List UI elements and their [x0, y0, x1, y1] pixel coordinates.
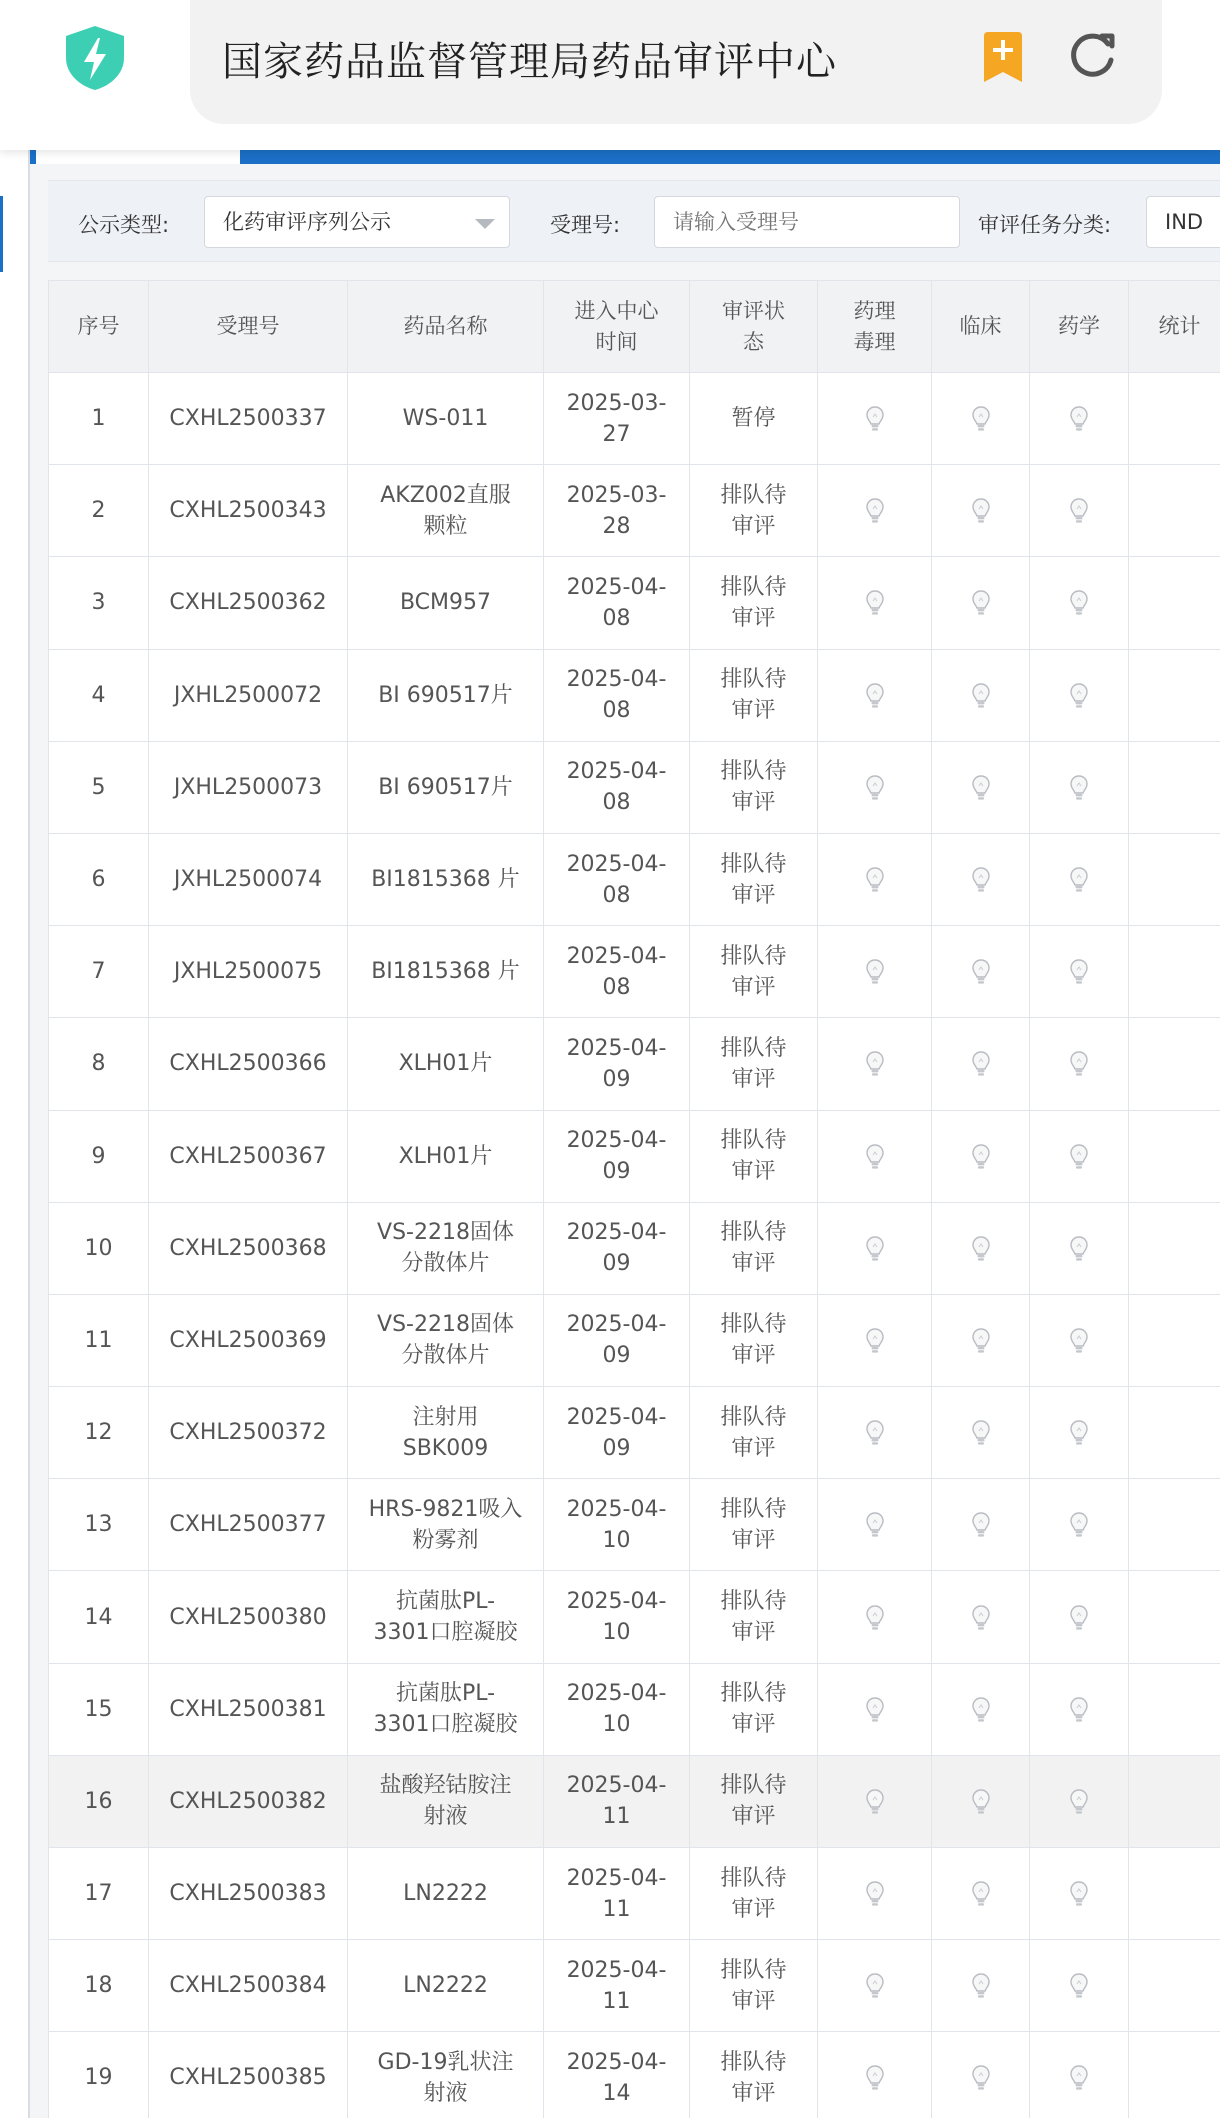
- clinical-cell: [932, 741, 1030, 833]
- review-queue-table-container[interactable]: [48, 280, 1220, 2118]
- drug-name-cell: 盐酸羟钴胺注 射液: [348, 1755, 544, 1847]
- lightbulb-icon[interactable]: [971, 1973, 991, 1998]
- statistics-cell: [1129, 1663, 1220, 1755]
- lightbulb-icon[interactable]: [865, 1144, 885, 1169]
- pharmacology-toxicology-cell: [818, 1571, 932, 1663]
- review-status-cell: 排队待 审评: [690, 1018, 818, 1110]
- column-header: 进入中心 时间: [544, 281, 690, 373]
- acceptance-number-cell: CXHL2500337: [149, 373, 348, 465]
- drug-name-cell: 注射用 SBK009: [348, 1387, 544, 1479]
- review-status-cell: 排队待 审评: [690, 1387, 818, 1479]
- acceptance-number-cell: CXHL2500372: [149, 1387, 348, 1479]
- review-status-cell: 排队待 审评: [690, 833, 818, 925]
- entry-date-cell: 2025-04- 09: [544, 1294, 690, 1386]
- entry-date-cell: 2025-04- 09: [544, 1018, 690, 1110]
- review-status-cell: 排队待 审评: [690, 465, 818, 557]
- lightbulb-icon[interactable]: [1069, 1420, 1089, 1445]
- entry-date-cell: 2025-04- 08: [544, 649, 690, 741]
- lightbulb-icon[interactable]: [971, 1697, 991, 1722]
- lightbulb-icon[interactable]: [865, 867, 885, 892]
- clinical-cell: [932, 1018, 1030, 1110]
- column-header: 统计: [1129, 281, 1220, 373]
- row-number-cell: 2: [49, 465, 149, 557]
- statistics-cell: [1129, 2032, 1220, 2118]
- statistics-cell: [1129, 1018, 1220, 1110]
- review-status-cell: 排队待 审评: [690, 1571, 818, 1663]
- acceptance-number-cell: CXHL2500368: [149, 1202, 348, 1294]
- row-number-cell: 14: [49, 1571, 149, 1663]
- clinical-cell: [932, 1110, 1030, 1202]
- lightbulb-icon[interactable]: [971, 1420, 991, 1445]
- lightbulb-icon[interactable]: [865, 775, 885, 800]
- lightbulb-icon[interactable]: [1069, 1973, 1089, 1998]
- lightbulb-icon[interactable]: [1069, 1051, 1089, 1076]
- table-row[interactable]: [49, 1848, 1220, 1940]
- publicity-type-select[interactable]: [204, 196, 510, 248]
- acceptance-number-cell: CXHL2500377: [149, 1479, 348, 1571]
- pharmacology-toxicology-cell: [818, 1940, 932, 2032]
- statistics-cell: [1129, 1755, 1220, 1847]
- column-header: 审评状 态: [690, 281, 818, 373]
- clinical-cell: [932, 833, 1030, 925]
- review-status-cell: 排队待 审评: [690, 1110, 818, 1202]
- pharmacy-cell: [1030, 2032, 1129, 2118]
- drug-name-cell: XLH01片: [348, 1110, 544, 1202]
- acceptance-number-cell: JXHL2500075: [149, 926, 348, 1018]
- table-row[interactable]: [49, 1940, 1220, 2032]
- chevron-down-icon: [475, 219, 495, 229]
- drug-name-cell: BI1815368 片: [348, 926, 544, 1018]
- table-row[interactable]: [49, 649, 1220, 741]
- pharmacology-toxicology-cell: [818, 557, 932, 649]
- pharmacy-cell: [1030, 1755, 1129, 1847]
- acceptance-number-cell: CXHL2500380: [149, 1571, 348, 1663]
- clinical-cell: [932, 1479, 1030, 1571]
- table-row[interactable]: [49, 1110, 1220, 1202]
- review-status-cell: 暂停: [690, 373, 818, 465]
- tab-bar: [30, 150, 1220, 164]
- drug-name-cell: XLH01片: [348, 1018, 544, 1110]
- column-header: 药学: [1030, 281, 1129, 373]
- lightbulb-icon[interactable]: [1069, 959, 1089, 984]
- lightbulb-icon[interactable]: [971, 2065, 991, 2090]
- address-bar-title[interactable]: 国家药品监督管理局药品审评中心: [222, 39, 837, 85]
- clinical-cell: [932, 1387, 1030, 1479]
- pharmacy-cell: [1030, 1110, 1129, 1202]
- pharmacy-cell: [1030, 649, 1129, 741]
- statistics-cell: [1129, 465, 1220, 557]
- entry-date-cell: 2025-04- 08: [544, 833, 690, 925]
- clinical-cell: [932, 373, 1030, 465]
- row-number-cell: 7: [49, 926, 149, 1018]
- acceptance-number-input[interactable]: [654, 196, 960, 248]
- acceptance-number-cell: CXHL2500367: [149, 1110, 348, 1202]
- tab-bar-fill: [240, 150, 1220, 164]
- table-row[interactable]: [49, 926, 1220, 1018]
- review-status-cell: 排队待 审评: [690, 1202, 818, 1294]
- lightbulb-icon[interactable]: [971, 1328, 991, 1353]
- row-number-cell: 13: [49, 1479, 149, 1571]
- lightbulb-icon[interactable]: [865, 406, 885, 431]
- lightbulb-icon[interactable]: [1069, 1881, 1089, 1906]
- lightbulb-icon[interactable]: [865, 1328, 885, 1353]
- lightbulb-icon[interactable]: [865, 1881, 885, 1906]
- row-number-cell: 8: [49, 1018, 149, 1110]
- entry-date-cell: 2025-04- 10: [544, 1479, 690, 1571]
- review-status-cell: 排队待 审评: [690, 1294, 818, 1386]
- lightbulb-icon[interactable]: [1069, 1236, 1089, 1261]
- lightbulb-icon[interactable]: [865, 1420, 885, 1445]
- review-status-cell: 排队待 审评: [690, 1479, 818, 1571]
- column-header: 临床: [932, 281, 1030, 373]
- table-row[interactable]: [49, 833, 1220, 925]
- lightbulb-icon[interactable]: [1069, 1697, 1089, 1722]
- row-number-cell: 3: [49, 557, 149, 649]
- row-number-cell: 11: [49, 1294, 149, 1386]
- entry-date-cell: 2025-04- 11: [544, 1755, 690, 1847]
- clinical-cell: [932, 2032, 1030, 2118]
- pharmacology-toxicology-cell: [818, 2032, 932, 2118]
- review-task-category-label: 审评任务分类:: [978, 213, 1112, 237]
- lightbulb-icon[interactable]: [1069, 406, 1089, 431]
- review-status-cell: 排队待 审评: [690, 1940, 818, 2032]
- lightbulb-icon[interactable]: [1069, 1328, 1089, 1353]
- pharmacology-toxicology-cell: [818, 465, 932, 557]
- pharmacology-toxicology-cell: [818, 1755, 932, 1847]
- review-status-cell: 排队待 审评: [690, 557, 818, 649]
- statistics-cell: [1129, 373, 1220, 465]
- pharmacology-toxicology-cell: [818, 1387, 932, 1479]
- pharmacy-cell: [1030, 741, 1129, 833]
- statistics-cell: [1129, 649, 1220, 741]
- table-row[interactable]: [49, 373, 1220, 465]
- filter-bar: [48, 180, 1220, 262]
- review-status-cell: 排队待 审评: [690, 1663, 818, 1755]
- review-status-cell: 排队待 审评: [690, 2032, 818, 2118]
- table-row[interactable]: [49, 1571, 1220, 1663]
- row-number-cell: 5: [49, 741, 149, 833]
- clinical-cell: [932, 1940, 1030, 2032]
- entry-date-cell: 2025-04- 08: [544, 741, 690, 833]
- pharmacology-toxicology-cell: [818, 373, 932, 465]
- acceptance-number-cell: CXHL2500381: [149, 1663, 348, 1755]
- drug-name-cell: GD-19乳状注 射液: [348, 2032, 544, 2118]
- statistics-cell: [1129, 926, 1220, 1018]
- lightbulb-icon[interactable]: [971, 683, 991, 708]
- tab-active[interactable]: [30, 150, 240, 164]
- lightbulb-icon[interactable]: [971, 1051, 991, 1076]
- pharmacy-cell: [1030, 1571, 1129, 1663]
- acceptance-number-cell: CXHL2500362: [149, 557, 348, 649]
- statistics-cell: [1129, 741, 1220, 833]
- statistics-cell: [1129, 1202, 1220, 1294]
- lightbulb-icon[interactable]: [971, 1789, 991, 1814]
- lightbulb-icon[interactable]: [1069, 683, 1089, 708]
- lightbulb-icon[interactable]: [1069, 1789, 1089, 1814]
- lightbulb-icon[interactable]: [971, 959, 991, 984]
- pharmacy-cell: [1030, 1848, 1129, 1940]
- statistics-cell: [1129, 1848, 1220, 1940]
- lightbulb-icon[interactable]: [865, 683, 885, 708]
- lightbulb-icon[interactable]: [1069, 2065, 1089, 2090]
- acceptance-number-cell: CXHL2500382: [149, 1755, 348, 1847]
- table-row[interactable]: [49, 465, 1220, 557]
- entry-date-cell: 2025-04- 08: [544, 557, 690, 649]
- clinical-cell: [932, 1848, 1030, 1940]
- row-number-cell: 10: [49, 1202, 149, 1294]
- lightbulb-icon[interactable]: [865, 959, 885, 984]
- row-number-cell: 6: [49, 833, 149, 925]
- lightbulb-icon[interactable]: [865, 1697, 885, 1722]
- pharmacology-toxicology-cell: [818, 1202, 932, 1294]
- lightbulb-icon[interactable]: [971, 406, 991, 431]
- lightbulb-icon[interactable]: [971, 1144, 991, 1169]
- drug-name-cell: LN2222: [348, 1940, 544, 2032]
- pharmacology-toxicology-cell: [818, 741, 932, 833]
- lightbulb-icon[interactable]: [865, 2065, 885, 2090]
- table-row[interactable]: [49, 557, 1220, 649]
- lightbulb-icon[interactable]: [1069, 775, 1089, 800]
- drug-name-cell: BI 690517片: [348, 649, 544, 741]
- drug-name-cell: LN2222: [348, 1848, 544, 1940]
- pharmacy-cell: [1030, 1663, 1129, 1755]
- lightbulb-icon[interactable]: [865, 1789, 885, 1814]
- entry-date-cell: 2025-04- 09: [544, 1202, 690, 1294]
- drug-name-cell: BI1815368 片: [348, 833, 544, 925]
- pharmacology-toxicology-cell: [818, 833, 932, 925]
- lightbulb-icon[interactable]: [971, 498, 991, 523]
- acceptance-number-label: 受理号:: [550, 213, 621, 237]
- pharmacology-toxicology-cell: [818, 1110, 932, 1202]
- statistics-cell: [1129, 1294, 1220, 1386]
- pharmacy-cell: [1030, 1387, 1129, 1479]
- entry-date-cell: 2025-04- 10: [544, 1663, 690, 1755]
- clinical-cell: [932, 649, 1030, 741]
- clinical-cell: [932, 465, 1030, 557]
- drug-name-cell: 抗菌肽PL- 3301口腔凝胶: [348, 1663, 544, 1755]
- table-row[interactable]: [49, 1018, 1220, 1110]
- left-side-panel: [0, 150, 30, 2118]
- lightbulb-icon[interactable]: [1069, 867, 1089, 892]
- lightbulb-icon[interactable]: [865, 590, 885, 615]
- pharmacology-toxicology-cell: [818, 1294, 932, 1386]
- side-panel-active-marker: [0, 196, 3, 272]
- entry-date-cell: 2025-04- 14: [544, 2032, 690, 2118]
- browser-toolbar: [0, 0, 1220, 150]
- security-shield-icon[interactable]: [62, 24, 128, 92]
- statistics-cell: [1129, 1940, 1220, 2032]
- entry-date-cell: 2025-04- 11: [544, 1940, 690, 2032]
- acceptance-number-cell: CXHL2500366: [149, 1018, 348, 1110]
- row-number-cell: 18: [49, 1940, 149, 2032]
- acceptance-number-cell: CXHL2500384: [149, 1940, 348, 2032]
- row-number-cell: 17: [49, 1848, 149, 1940]
- review-status-cell: 排队待 审评: [690, 649, 818, 741]
- row-number-cell: 1: [49, 373, 149, 465]
- acceptance-number-cell: CXHL2500369: [149, 1294, 348, 1386]
- table-row[interactable]: [49, 1663, 1220, 1755]
- statistics-cell: [1129, 833, 1220, 925]
- lightbulb-icon[interactable]: [971, 1236, 991, 1261]
- drug-name-cell: BI 690517片: [348, 741, 544, 833]
- row-number-cell: 4: [49, 649, 149, 741]
- lightbulb-icon[interactable]: [1069, 498, 1089, 523]
- statistics-cell: [1129, 1387, 1220, 1479]
- pharmacology-toxicology-cell: [818, 1479, 932, 1571]
- pharmacy-cell: [1030, 1018, 1129, 1110]
- table-row[interactable]: [49, 1479, 1220, 1571]
- table-row[interactable]: [49, 1387, 1220, 1479]
- acceptance-number-cell: JXHL2500072: [149, 649, 348, 741]
- pharmacy-cell: [1030, 1294, 1129, 1386]
- clinical-cell: [932, 1663, 1030, 1755]
- column-header: 受理号: [149, 281, 348, 373]
- row-number-cell: 9: [49, 1110, 149, 1202]
- lightbulb-icon[interactable]: [1069, 1512, 1089, 1537]
- statistics-cell: [1129, 1479, 1220, 1571]
- refresh-icon[interactable]: [1066, 30, 1118, 82]
- row-number-cell: 12: [49, 1387, 149, 1479]
- column-header: 药理 毒理: [818, 281, 932, 373]
- pharmacy-cell: [1030, 465, 1129, 557]
- entry-date-cell: 2025-04- 09: [544, 1110, 690, 1202]
- lightbulb-icon[interactable]: [865, 1973, 885, 1998]
- pharmacy-cell: [1030, 1202, 1129, 1294]
- clinical-cell: [932, 1202, 1030, 1294]
- column-header: 序号: [49, 281, 149, 373]
- acceptance-number-cell: CXHL2500343: [149, 465, 348, 557]
- add-bookmark-icon[interactable]: [980, 30, 1026, 84]
- table-row[interactable]: [49, 1755, 1220, 1847]
- clinical-cell: [932, 926, 1030, 1018]
- publicity-type-value: 化药审评序列公示: [223, 210, 391, 234]
- pharmacy-cell: [1030, 1479, 1129, 1571]
- review-status-cell: 排队待 审评: [690, 1755, 818, 1847]
- lightbulb-icon[interactable]: [865, 1512, 885, 1537]
- table-row[interactable]: [49, 1294, 1220, 1386]
- pharmacy-cell: [1030, 1940, 1129, 2032]
- statistics-cell: [1129, 557, 1220, 649]
- lightbulb-icon[interactable]: [1069, 1605, 1089, 1630]
- drug-name-cell: VS-2218固体 分散体片: [348, 1202, 544, 1294]
- entry-date-cell: 2025-03- 28: [544, 465, 690, 557]
- table-row[interactable]: [49, 2032, 1220, 2118]
- pharmacology-toxicology-cell: [818, 1663, 932, 1755]
- review-status-cell: 排队待 审评: [690, 926, 818, 1018]
- lightbulb-icon[interactable]: [865, 1605, 885, 1630]
- entry-date-cell: 2025-04- 08: [544, 926, 690, 1018]
- entry-date-cell: 2025-03- 27: [544, 373, 690, 465]
- pharmacy-cell: [1030, 373, 1129, 465]
- acceptance-number-cell: JXHL2500074: [149, 833, 348, 925]
- drug-name-cell: VS-2218固体 分散体片: [348, 1294, 544, 1386]
- drug-name-cell: AKZ002直服 颗粒: [348, 465, 544, 557]
- lightbulb-icon[interactable]: [865, 1051, 885, 1076]
- review-status-cell: 排队待 审评: [690, 741, 818, 833]
- table-row[interactable]: [49, 741, 1220, 833]
- row-number-cell: 16: [49, 1755, 149, 1847]
- lightbulb-icon[interactable]: [1069, 590, 1089, 615]
- statistics-cell: [1129, 1571, 1220, 1663]
- table-header-row: [49, 281, 1220, 373]
- clinical-cell: [932, 557, 1030, 649]
- row-number-cell: 15: [49, 1663, 149, 1755]
- lightbulb-icon[interactable]: [971, 1512, 991, 1537]
- lightbulb-icon[interactable]: [971, 1881, 991, 1906]
- clinical-cell: [932, 1294, 1030, 1386]
- lightbulb-icon[interactable]: [971, 775, 991, 800]
- lightbulb-icon[interactable]: [971, 1605, 991, 1630]
- entry-date-cell: 2025-04- 09: [544, 1387, 690, 1479]
- pharmacology-toxicology-cell: [818, 649, 932, 741]
- pharmacy-cell: [1030, 833, 1129, 925]
- acceptance-number-cell: CXHL2500385: [149, 2032, 348, 2118]
- lightbulb-icon[interactable]: [1069, 1144, 1089, 1169]
- drug-name-cell: WS-011: [348, 373, 544, 465]
- pharmacy-cell: [1030, 557, 1129, 649]
- pharmacology-toxicology-cell: [818, 1848, 932, 1940]
- publicity-type-label: 公示类型:: [78, 213, 170, 237]
- review-queue-table: [48, 280, 1220, 2118]
- statistics-cell: [1129, 1110, 1220, 1202]
- acceptance-number-cell: JXHL2500073: [149, 741, 348, 833]
- acceptance-number-cell: CXHL2500383: [149, 1848, 348, 1940]
- review-status-cell: 排队待 审评: [690, 1848, 818, 1940]
- drug-name-cell: BCM957: [348, 557, 544, 649]
- column-header: 药品名称: [348, 281, 544, 373]
- row-number-cell: 19: [49, 2032, 149, 2118]
- lightbulb-icon[interactable]: [865, 498, 885, 523]
- drug-name-cell: 抗菌肽PL- 3301口腔凝胶: [348, 1571, 544, 1663]
- entry-date-cell: 2025-04- 11: [544, 1848, 690, 1940]
- drug-name-cell: HRS-9821吸入 粉雾剂: [348, 1479, 544, 1571]
- clinical-cell: [932, 1755, 1030, 1847]
- entry-date-cell: 2025-04- 10: [544, 1571, 690, 1663]
- clinical-cell: [932, 1571, 1030, 1663]
- pharmacology-toxicology-cell: [818, 1018, 932, 1110]
- review-task-category-select[interactable]: [1146, 196, 1220, 248]
- lightbulb-icon[interactable]: [865, 1236, 885, 1261]
- lightbulb-icon[interactable]: [971, 867, 991, 892]
- pharmacology-toxicology-cell: [818, 926, 932, 1018]
- pharmacy-cell: [1030, 926, 1129, 1018]
- review-task-category-value: IND: [1165, 210, 1204, 234]
- lightbulb-icon[interactable]: [971, 590, 991, 615]
- table-row[interactable]: [49, 1202, 1220, 1294]
